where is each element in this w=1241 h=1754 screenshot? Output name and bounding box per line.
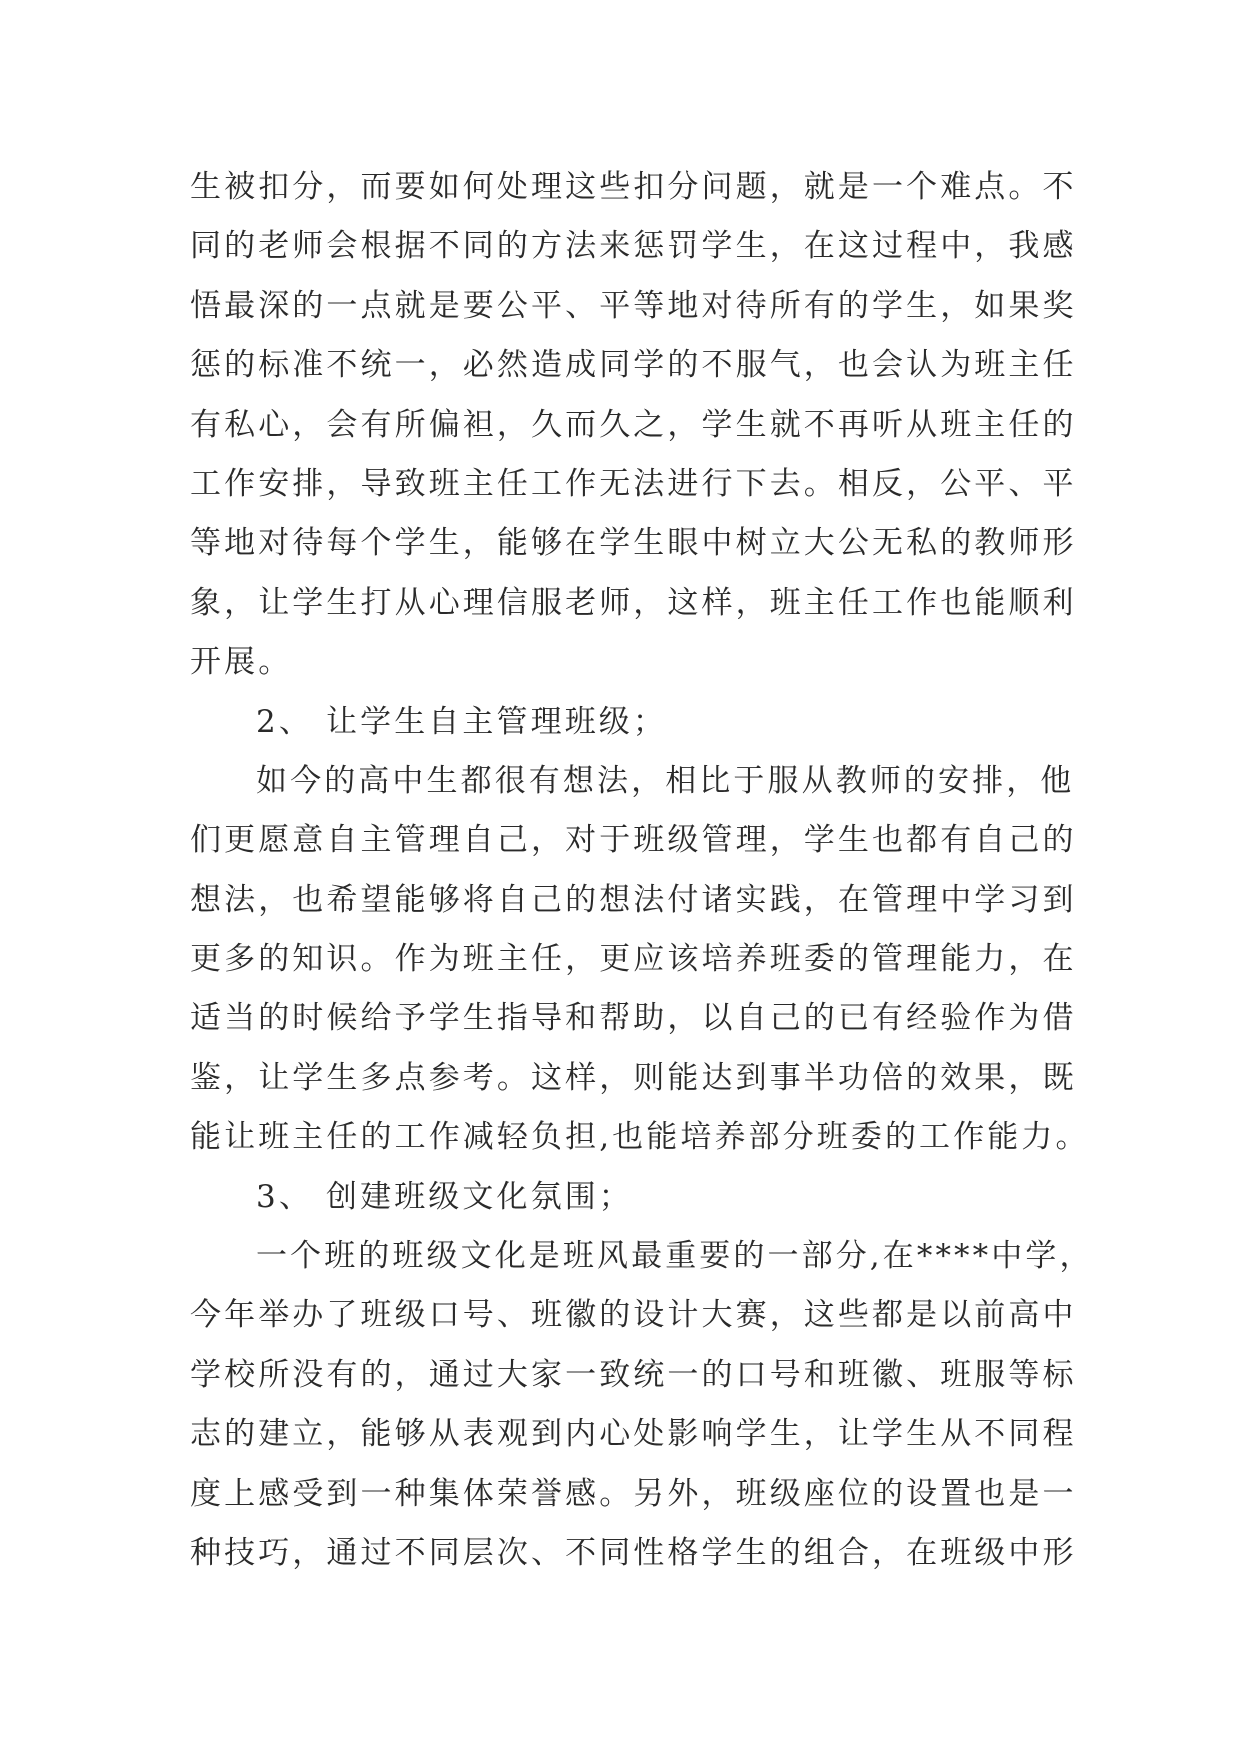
paragraph-3 xyxy=(190,1227,1094,1583)
heading-text: 创建班级文化氛围； xyxy=(326,1178,633,1215)
text-line: 志的建立，能够从表观到内心处影响学生，让学生从不同程 xyxy=(190,1416,1077,1453)
paragraph-2 xyxy=(190,752,1090,1168)
text-line: 有私心，会有所偏袒，久而久之，学生就不再听从班主任的 xyxy=(190,406,1077,443)
text-line: 学校所没有的，通过大家一致统一的口号和班徽、班服等标 xyxy=(190,1356,1077,1393)
text-line: 象，让学生打从心理信服老师，这样，班主任工作也能顺利 xyxy=(190,584,1077,621)
text-line: 悟最深的一点就是要公平、平等地对待所有的学生，如果奖 xyxy=(190,287,1077,324)
text-line: 鉴，让学生多点参考。这样，则能达到事半功倍的效果，既 xyxy=(190,1059,1077,1096)
text-line: 如今的高中生都很有想法，相比于服从教师的安排，他 xyxy=(256,762,1075,799)
text-line: 想法，也希望能够将自己的想法付诸实践，在管理中学习到 xyxy=(190,881,1077,918)
text-line: 一个班的班级文化是班风最重要的一部分,在****中学， xyxy=(256,1238,1094,1275)
text-line: 度上感受到一种集体荣誉感。另外，班级座位的设置也是一 xyxy=(190,1475,1077,1512)
text-line: 适当的时候给予学生指导和帮助，以自己的已有经验作为借 xyxy=(190,1000,1077,1037)
text-line: 开展。 xyxy=(190,644,293,681)
text-line: 能让班主任的工作减轻负担,也能培养部分班委的工作能力。 xyxy=(190,1119,1090,1156)
text-line: 今年举办了班级口号、班徽的设计大赛，这些都是以前高中 xyxy=(190,1297,1077,1334)
paragraph-1 xyxy=(190,158,1077,693)
text-line: 们更愿意自主管理自己，对于班级管理，学生也都有自己的 xyxy=(190,822,1077,859)
section-heading-3 xyxy=(190,1168,1058,1227)
text-line: 同的老师会根据不同的方法来惩罚学生，在这过程中，我感 xyxy=(190,228,1077,265)
text-line: 工作安排，导致班主任工作无法进行下去。相反，公平、平 xyxy=(190,465,1077,502)
document-body xyxy=(190,158,1094,1583)
text-line: 种技巧，通过不同层次、不同性格学生的组合，在班级中形 xyxy=(190,1534,1077,1571)
heading-number: 2、 xyxy=(256,703,313,740)
text-line: 等地对待每个学生，能够在学生眼中树立大公无私的教师形 xyxy=(190,525,1077,562)
text-line: 生被扣分，而要如何处理这些扣分问题，就是一个难点。不 xyxy=(190,169,1077,205)
text-line: 惩的标准不统一，必然造成同学的不服气，也会认为班主任 xyxy=(190,347,1077,384)
section-heading-2 xyxy=(190,693,1058,752)
text-line: 更多的知识。作为班主任，更应该培养班委的管理能力，在 xyxy=(190,941,1077,978)
heading-text: 让学生自主管理班级； xyxy=(326,703,667,740)
heading-number: 3、 xyxy=(256,1178,313,1215)
